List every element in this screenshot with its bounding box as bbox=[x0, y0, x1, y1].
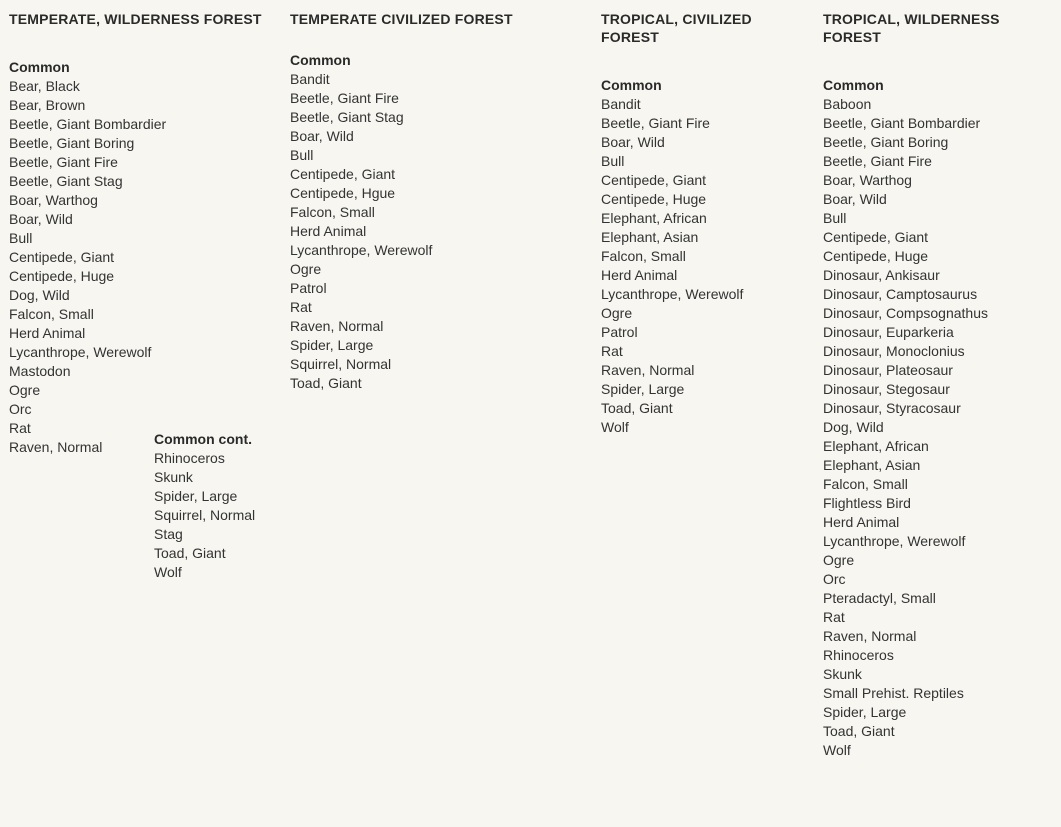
creature-entry: Herd Animal bbox=[823, 514, 900, 530]
creature-entry: Elephant, African bbox=[823, 438, 929, 454]
creature-entry: Bandit bbox=[290, 71, 330, 87]
creature-entry: Toad, Giant bbox=[154, 545, 226, 561]
creature-entry: Beetle, Giant Boring bbox=[823, 134, 949, 150]
creature-entry: Toad, Giant bbox=[290, 375, 362, 391]
creature-entry: Bull bbox=[9, 230, 33, 246]
creature-entry: Bull bbox=[290, 147, 314, 163]
creature-entry: Dinosaur, Camptosaurus bbox=[823, 286, 978, 302]
creature-entry: Boar, Wild bbox=[290, 128, 354, 144]
creature-entry: Orc bbox=[9, 401, 32, 417]
creature-entry: Raven, Normal bbox=[9, 439, 103, 455]
column-subheading: Common bbox=[290, 52, 351, 68]
creature-entry: Boar, Wild bbox=[823, 191, 887, 207]
creature-entry: Falcon, Small bbox=[823, 476, 908, 492]
creature-entry: Dinosaur, Euparkeria bbox=[823, 324, 954, 340]
continued-list bbox=[154, 430, 294, 582]
creature-entry: Squirrel, Normal bbox=[290, 356, 392, 372]
creature-entry: Herd Animal bbox=[290, 223, 367, 239]
creature-entry: Skunk bbox=[154, 469, 193, 485]
creature-entry: Skunk bbox=[823, 666, 862, 682]
creature-entry: Falcon, Small bbox=[9, 306, 94, 322]
creature-entry: Raven, Normal bbox=[290, 318, 384, 334]
creature-entry: Orc bbox=[823, 571, 846, 587]
creature-entry: Wolf bbox=[154, 564, 182, 580]
creature-entry: Bear, Brown bbox=[9, 97, 86, 113]
creature-entry: Lycanthrope, Werewolf bbox=[601, 286, 744, 302]
creature-entry: Dinosaur, Monoclonius bbox=[823, 343, 965, 359]
creature-entry: Centipede, Giant bbox=[823, 229, 929, 245]
creature-entry: Rhinoceros bbox=[823, 647, 894, 663]
creature-entry: Boar, Warthog bbox=[823, 172, 912, 188]
creature-entry: Rat bbox=[9, 420, 31, 436]
creature-entry: Flightless Bird bbox=[823, 495, 911, 511]
creature-entry: Boar, Warthog bbox=[9, 192, 98, 208]
creature-entry: Patrol bbox=[601, 324, 638, 340]
creature-entry: Dinosaur, Styracosaur bbox=[823, 400, 961, 416]
creature-entry: Beetle, Giant Stag bbox=[9, 173, 123, 189]
creature-entry: Wolf bbox=[601, 419, 629, 435]
creature-entry: Lycanthrope, Werewolf bbox=[9, 344, 152, 360]
creature-entry: Bandit bbox=[601, 96, 641, 112]
creature-entry: Mastodon bbox=[9, 363, 71, 379]
creature-list bbox=[290, 70, 590, 393]
creature-entry: Wolf bbox=[823, 742, 851, 758]
creature-entry: Raven, Normal bbox=[823, 628, 917, 644]
creature-entry: Falcon, Small bbox=[290, 204, 375, 220]
creature-entry: Ogre bbox=[290, 261, 322, 277]
creature-entry: Dog, Wild bbox=[823, 419, 884, 435]
creature-entry: Elephant, Asian bbox=[823, 457, 921, 473]
creature-entry: Small Prehist. Reptiles bbox=[823, 685, 964, 701]
creature-entry: Herd Animal bbox=[601, 267, 678, 283]
column-subheading: Common bbox=[9, 59, 70, 75]
creature-entry: Beetle, Giant Bombardier bbox=[823, 115, 981, 131]
column-heading: TEMPERATE, WILDERNESS FOREST bbox=[9, 11, 262, 27]
creature-entry: Rat bbox=[601, 343, 623, 359]
column-heading: TEMPERATE CIVILIZED FOREST bbox=[290, 11, 513, 27]
creature-entry: Centipede, Huge bbox=[823, 248, 929, 264]
creature-entry: Beetle, Giant Fire bbox=[290, 90, 399, 106]
creature-entry: Ogre bbox=[601, 305, 633, 321]
creature-entry: Bear, Black bbox=[9, 78, 80, 94]
column-temperate-civilized bbox=[290, 10, 590, 393]
creature-entry: Beetle, Giant Fire bbox=[9, 154, 118, 170]
creature-entry: Spider, Large bbox=[601, 381, 685, 397]
creature-entry: Dog, Wild bbox=[9, 287, 70, 303]
creature-list-continued bbox=[154, 449, 294, 582]
column-tropical-wilderness bbox=[823, 10, 1059, 760]
creature-entry: Dinosaur, Stegosaur bbox=[823, 381, 950, 397]
creature-entry: Ogre bbox=[823, 552, 855, 568]
creature-entry: Centipede, Giant bbox=[601, 172, 707, 188]
creature-entry: Baboon bbox=[823, 96, 872, 112]
creature-entry: Rat bbox=[290, 299, 312, 315]
creature-list bbox=[823, 95, 1059, 760]
creature-entry: Herd Animal bbox=[9, 325, 86, 341]
creature-entry: Beetle, Giant Bombardier bbox=[9, 116, 167, 132]
creature-entry: Centipede, Hgue bbox=[290, 185, 396, 201]
creature-entry: Lycanthrope, Werewolf bbox=[823, 533, 966, 549]
creature-entry: Patrol bbox=[290, 280, 327, 296]
column-subheading: Common bbox=[823, 77, 884, 93]
creature-entry: Toad, Giant bbox=[601, 400, 673, 416]
creature-entry: Centipede, Giant bbox=[9, 249, 115, 265]
creature-entry: Beetle, Giant Boring bbox=[9, 135, 135, 151]
creature-entry: Dinosaur, Compsognathus bbox=[823, 305, 988, 321]
column-temperate-wilderness bbox=[9, 10, 279, 580]
creature-entry: Boar, Wild bbox=[9, 211, 73, 227]
creature-list bbox=[601, 95, 813, 437]
creature-entry: Raven, Normal bbox=[601, 362, 695, 378]
creature-entry: Squirrel, Normal bbox=[154, 507, 256, 523]
creature-entry: Spider, Large bbox=[290, 337, 374, 353]
creature-entry: Elephant, African bbox=[601, 210, 707, 226]
creature-entry: Bull bbox=[823, 210, 847, 226]
column-tropical-civilized bbox=[601, 10, 813, 437]
creature-entry: Beetle, Giant Stag bbox=[290, 109, 404, 125]
creature-entry: Rhinoceros bbox=[154, 450, 225, 466]
creature-entry: Spider, Large bbox=[823, 704, 907, 720]
creature-entry: Beetle, Giant Fire bbox=[601, 115, 710, 131]
column-heading: TROPICAL, WILDERNESS FOREST bbox=[823, 11, 1000, 45]
creature-entry: Boar, Wild bbox=[601, 134, 665, 150]
creature-entry: Lycanthrope, Werewolf bbox=[290, 242, 433, 258]
column-subheading: Common bbox=[601, 77, 662, 93]
creature-entry: Dinosaur, Plateosaur bbox=[823, 362, 953, 378]
creature-entry: Rat bbox=[823, 609, 845, 625]
continued-subheading: Common cont. bbox=[154, 431, 252, 447]
creature-entry: Dinosaur, Ankisaur bbox=[823, 267, 940, 283]
creature-entry: Centipede, Huge bbox=[9, 268, 115, 284]
creature-entry: Elephant, Asian bbox=[601, 229, 699, 245]
column-heading: TROPICAL, CIVILIZED FOREST bbox=[601, 11, 752, 45]
creature-list bbox=[9, 77, 279, 457]
creature-entry: Centipede, Giant bbox=[290, 166, 396, 182]
creature-entry: Beetle, Giant Fire bbox=[823, 153, 932, 169]
creature-entry: Stag bbox=[154, 526, 183, 542]
creature-entry: Bull bbox=[601, 153, 625, 169]
creature-entry: Centipede, Huge bbox=[601, 191, 707, 207]
creature-entry: Ogre bbox=[9, 382, 41, 398]
creature-entry: Pteradactyl, Small bbox=[823, 590, 936, 606]
creature-entry: Falcon, Small bbox=[601, 248, 686, 264]
creature-entry: Spider, Large bbox=[154, 488, 238, 504]
creature-entry: Toad, Giant bbox=[823, 723, 895, 739]
